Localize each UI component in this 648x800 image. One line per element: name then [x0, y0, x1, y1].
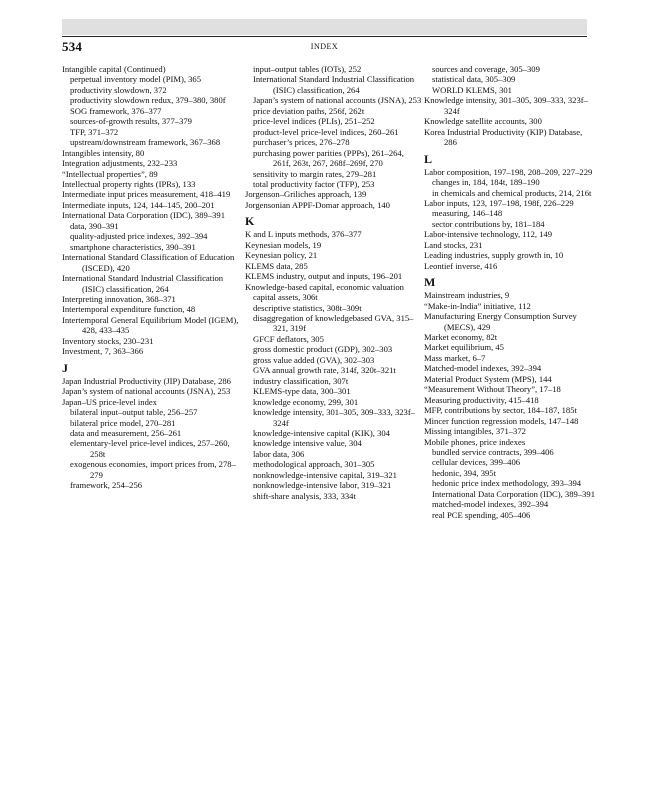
index-subentry: capital assets, 306t	[253, 292, 318, 303]
index-subentry: hedonic price index methodology, 393–394	[432, 478, 582, 489]
index-subentry: bilateral input–output table, 256–257	[70, 407, 198, 418]
index-entry: Intertemporal General Equilibrium Model (IGEM), 428, 433–435	[62, 314, 239, 336]
running-head: INDEX	[310, 42, 339, 51]
index-subentry: data and measurement, 256–261	[70, 427, 182, 438]
index-subentry: knowledge intensive value, 304	[253, 438, 362, 449]
index-entry: International Standard Industrial Classification (ISIC) classification, 264	[62, 273, 224, 294]
index-subentry: knowledge economy, 299, 301	[253, 396, 359, 407]
index-subentry: descriptive statistics, 308t–309t	[253, 302, 362, 313]
index-subentry: sources-of-growth results, 377–379	[70, 116, 192, 127]
index-subentry: International Data Corporation (IDC), 389–391	[432, 488, 596, 499]
index-entry: “Measurement Without Theory”, 17–18	[424, 384, 561, 395]
index-entry: Intangibles intensity, 80	[62, 147, 145, 158]
index-subentry: perpetual inventory model (PIM), 365	[70, 74, 202, 85]
index-entry: International Standard Classification of Education (ISCED), 420	[62, 252, 235, 273]
index-entry: Manufacturing Energy Consumption Survey (MECS), 429	[424, 311, 577, 332]
index-subentry: sector contributions by, 181–184	[432, 218, 545, 229]
index-entry: Korea Industrial Productivity (KIP) Database, 286	[424, 126, 583, 148]
index-subentry: hedonic, 394, 395t	[432, 467, 496, 478]
index-entry: Land stocks, 231	[424, 239, 483, 250]
section-letter: J	[62, 360, 68, 375]
index-subentry: sensitivity to margin rates, 279–281	[253, 168, 377, 179]
index-subentry: exogenous economies, import prices from, 278–279	[70, 459, 236, 480]
index-entry: Intangible capital (Continued)	[62, 64, 166, 74]
index-subentry: industry classification, 307t	[253, 375, 349, 386]
index-subentry: methodological approach, 301–305	[253, 459, 375, 470]
index-entry: Mainstream industries, 9	[424, 290, 510, 301]
index-subentry: input–output tables (IOTs), 252	[253, 64, 362, 74]
index-subentry: shift-share analysis, 333, 334t	[253, 490, 356, 501]
index-entry: Jorgenson–Griliches approach, 139	[245, 189, 367, 200]
index-entry: Integration adjustments, 232–233	[62, 158, 178, 169]
index-subentry: sources and coverage, 305–309	[432, 64, 540, 74]
index-subentry: SOG framework, 376–377	[70, 105, 162, 116]
index-subentry: quality-adjusted price indexes, 392–394	[70, 231, 208, 242]
section-letter: M	[424, 275, 436, 290]
index-subentry: GVA annual growth rate, 314f, 320t–321t	[253, 365, 396, 376]
index-subentry: TFP, 371–372	[70, 126, 119, 137]
index-subentry: real PCE spending, 405–406	[432, 509, 531, 520]
index-subentry: purchaser’s prices, 276–278	[253, 137, 350, 148]
index-entry: Keynesian models, 19	[245, 239, 322, 250]
index-subentry: nonknowledge-intensive capital, 319–321	[253, 469, 397, 480]
index-subentry: knowledge-intensive capital (KIK), 304	[253, 427, 390, 438]
index-entry: Jorgensonian APPF-Domar approach, 140	[245, 199, 390, 210]
index-entry: Knowledge intensity, 301–305, 309–333, 323f–324f	[424, 95, 588, 116]
index-entry: Japan’s system of national accounts (JSNA), 253	[62, 386, 231, 397]
index-subentry: price-level indices (PLIs), 251–252	[253, 116, 375, 127]
index-entry: Leading industries, supply growth in, 10	[424, 250, 564, 261]
index-subentry: elementary-level price-level indices, 257–260, 258t	[70, 438, 230, 459]
index-subentry: data, 390–391	[70, 220, 119, 231]
page-number: 534	[62, 39, 83, 54]
index-entry: MFP, contributions by sector, 184–187, 185t	[424, 405, 577, 416]
index-subentry: smartphone characteristics, 390–391	[70, 241, 196, 252]
index-entry: Knowledge-based capital, economic valuation	[245, 281, 404, 292]
index-subentry: statistical data, 305–309	[432, 74, 516, 85]
index-subentry: knowledge intensity, 301–305, 309–333, 323f–324f	[253, 407, 415, 428]
index-subentry: productivity slowdown, 372	[70, 84, 167, 95]
index-subentry: nonknowledge-intensive labor, 319–321	[253, 480, 392, 491]
index-subentry: bundled service contracts, 399–406	[432, 446, 554, 457]
page-header	[62, 36, 587, 53]
index-subentry: cellular devices, 399–406	[432, 457, 521, 468]
index-subentry: price deviation paths, 256f, 262t	[253, 105, 365, 116]
index-entry: Intertemporal expenditure function, 48	[62, 304, 196, 315]
index-entry: Keynesian policy, 21	[245, 250, 318, 261]
index-entry: Knowledge satellite accounts, 300	[424, 116, 542, 127]
index-entry: Mass market, 6–7	[424, 352, 486, 363]
index-entry: “Intellectual properties”, 89	[62, 168, 158, 179]
index-entry: Investment, 7, 363–366	[62, 346, 144, 357]
index-subentry: labor data, 306	[253, 448, 305, 459]
index-entry: K and L inputs methods, 376–377	[245, 229, 362, 240]
index-subentry: framework, 254–256	[70, 480, 143, 491]
section-letter: K	[245, 214, 255, 229]
index-column-1	[62, 64, 242, 491]
index-entry: KLEMS industry, output and inputs, 196–201	[245, 271, 403, 282]
index-subentry: gross value added (GVA), 302–303	[253, 354, 375, 365]
index-entry: Intermediate input prices measurement, 418–419	[62, 189, 231, 200]
index-entry: Leontief inverse, 416	[424, 260, 498, 271]
index-subentry: gross domestic product (GDP), 302–303	[253, 344, 393, 355]
index-column-2	[245, 64, 423, 501]
index-subentry: KLEMS-type data, 300–301	[253, 386, 351, 397]
index-subentry: WORLD KLEMS, 301	[432, 84, 512, 95]
index-subentry: Japan’s system of national accounts (JSNA), 253	[253, 95, 422, 106]
index-subentry: total productivity factor (TFP), 253	[253, 178, 375, 189]
index-entry: KLEMS data, 285	[245, 260, 308, 271]
index-subentry: changes in, 184, 184t, 189–190	[432, 177, 540, 188]
index-entry: Material Product System (MPS), 144	[424, 373, 552, 384]
index-entry: Market economy, 82t	[424, 331, 498, 342]
index-subentry: GFCF deflators, 305	[253, 333, 324, 344]
index-entry: Mobile phones, price indexes	[424, 436, 526, 447]
index-subentry: purchasing power parities (PPPs), 261–264, 261f, 263t, 267, 268f–269f, 270	[253, 147, 404, 169]
index-subentry: in chemicals and chemical products, 214, 216t	[432, 187, 592, 198]
index-subentry: matched-model indexes, 392–394	[432, 499, 549, 510]
index-column-3	[424, 64, 596, 520]
index-subentry: upstream/downstream framework, 367–368	[70, 137, 221, 148]
index-entry: Intellectual property rights (IPRs), 133	[62, 178, 196, 189]
index-entry: Matched-model indexes, 392–394	[424, 363, 542, 374]
index-subentry: International Standard Industrial Classification (ISIC) classification, 264	[253, 74, 415, 95]
header-band	[62, 19, 587, 35]
index-entry: Japan Industrial Productivity (JIP) Database, 286	[62, 375, 231, 386]
index-entry: Market equilibrium, 45	[424, 342, 504, 353]
index-entry: Japan–US price-level index	[62, 396, 157, 407]
index-entry: International Data Corporation (IDC), 389–391	[62, 210, 226, 221]
index-entry: Measuring productivity, 415–418	[424, 394, 539, 405]
index-entry: Interpreting innovation, 368–371	[62, 293, 176, 304]
index-entry: Missing intangibles, 371–372	[424, 426, 526, 437]
index-subentry: product-level price-level indices, 260–261	[253, 126, 399, 137]
index-subentry: bilateral price model, 270–281	[70, 417, 176, 428]
index-entry: Intermediate inputs, 124, 144–145, 200–201	[62, 199, 215, 210]
index-entry: Mincer function regression models, 147–148	[424, 415, 579, 426]
index-subentry: measuring, 146–148	[432, 208, 503, 219]
index-subentry: productivity slowdown redux, 379–380, 380f	[70, 95, 226, 106]
index-entry: “Make-in-India” initiative, 112	[424, 300, 531, 311]
index-entry: Labor inputs, 123, 197–198, 198f, 226–229	[424, 197, 574, 208]
section-letter: L	[424, 151, 433, 166]
index-entry: Inventory stocks, 230–231	[62, 335, 154, 346]
index-entry: Labor-intensive technology, 112, 149	[424, 229, 553, 240]
index-subentry: disaggregation of knowledgebased GVA, 315–321, 319f	[253, 312, 414, 334]
index-entry: Labor composition, 197–198, 208–209, 227–229	[424, 166, 593, 177]
